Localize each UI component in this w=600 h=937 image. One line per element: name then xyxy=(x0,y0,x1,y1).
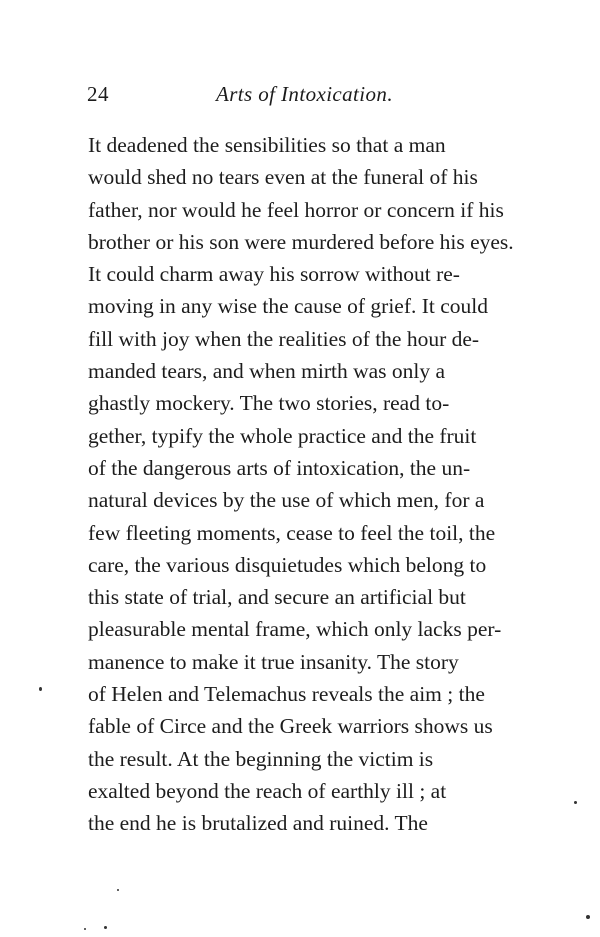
text-line: of Helen and Telemachus reveals the aim ; the xyxy=(88,682,485,707)
text-line: ghastly mockery. The two stories, read to- xyxy=(88,391,450,416)
text-line: father, nor would he feel horror or concern if his xyxy=(88,197,504,222)
text-line: the end he is brutalized and ruined. The xyxy=(88,811,428,836)
text-line: fable of Circe and the Greek warriors shows us xyxy=(88,714,493,739)
text-line: manence to make it true insanity. The story xyxy=(88,649,459,674)
text-line: pleasurable mental frame, which only lacks per- xyxy=(88,617,502,642)
scan-speck xyxy=(574,801,577,804)
text-line: this state of trial, and secure an artificial but xyxy=(88,585,466,610)
scan-speck xyxy=(104,926,107,929)
text-line: manded tears, and when mirth was only a xyxy=(88,359,446,384)
scan-speck xyxy=(84,928,86,930)
scan-speck xyxy=(586,915,590,919)
page-number: 24 xyxy=(87,82,109,106)
body-text xyxy=(88,129,526,840)
text-line: care, the various disquietudes which belong to xyxy=(88,552,487,577)
text-line: exalted beyond the reach of earthly ill ; at xyxy=(88,778,447,803)
text-line: natural devices by the use of which men, for a xyxy=(88,488,485,513)
text-line: of the dangerous arts of intoxication, the un- xyxy=(88,455,471,480)
text-line: brother or his son were murdered before his eyes. xyxy=(88,229,514,254)
scan-speck xyxy=(117,889,119,891)
text-line: would shed no tears even at the funeral of his xyxy=(88,165,478,190)
text-line: the result. At the beginning the victim is xyxy=(88,746,434,771)
scan-speck xyxy=(39,687,42,691)
running-title: Arts of Intoxication. xyxy=(216,82,393,106)
text-line: few fleeting moments, cease to feel the toil, the xyxy=(88,520,496,545)
text-line: It deadened the sensibilities so that a man xyxy=(88,133,446,157)
text-line: gether, typify the whole practice and the fruit xyxy=(88,423,477,448)
text-line: It could charm away his sorrow without re- xyxy=(88,262,460,287)
text-line: fill with joy when the realities of the hour de- xyxy=(88,326,480,351)
text-line: moving in any wise the cause of grief. It could xyxy=(88,294,489,319)
